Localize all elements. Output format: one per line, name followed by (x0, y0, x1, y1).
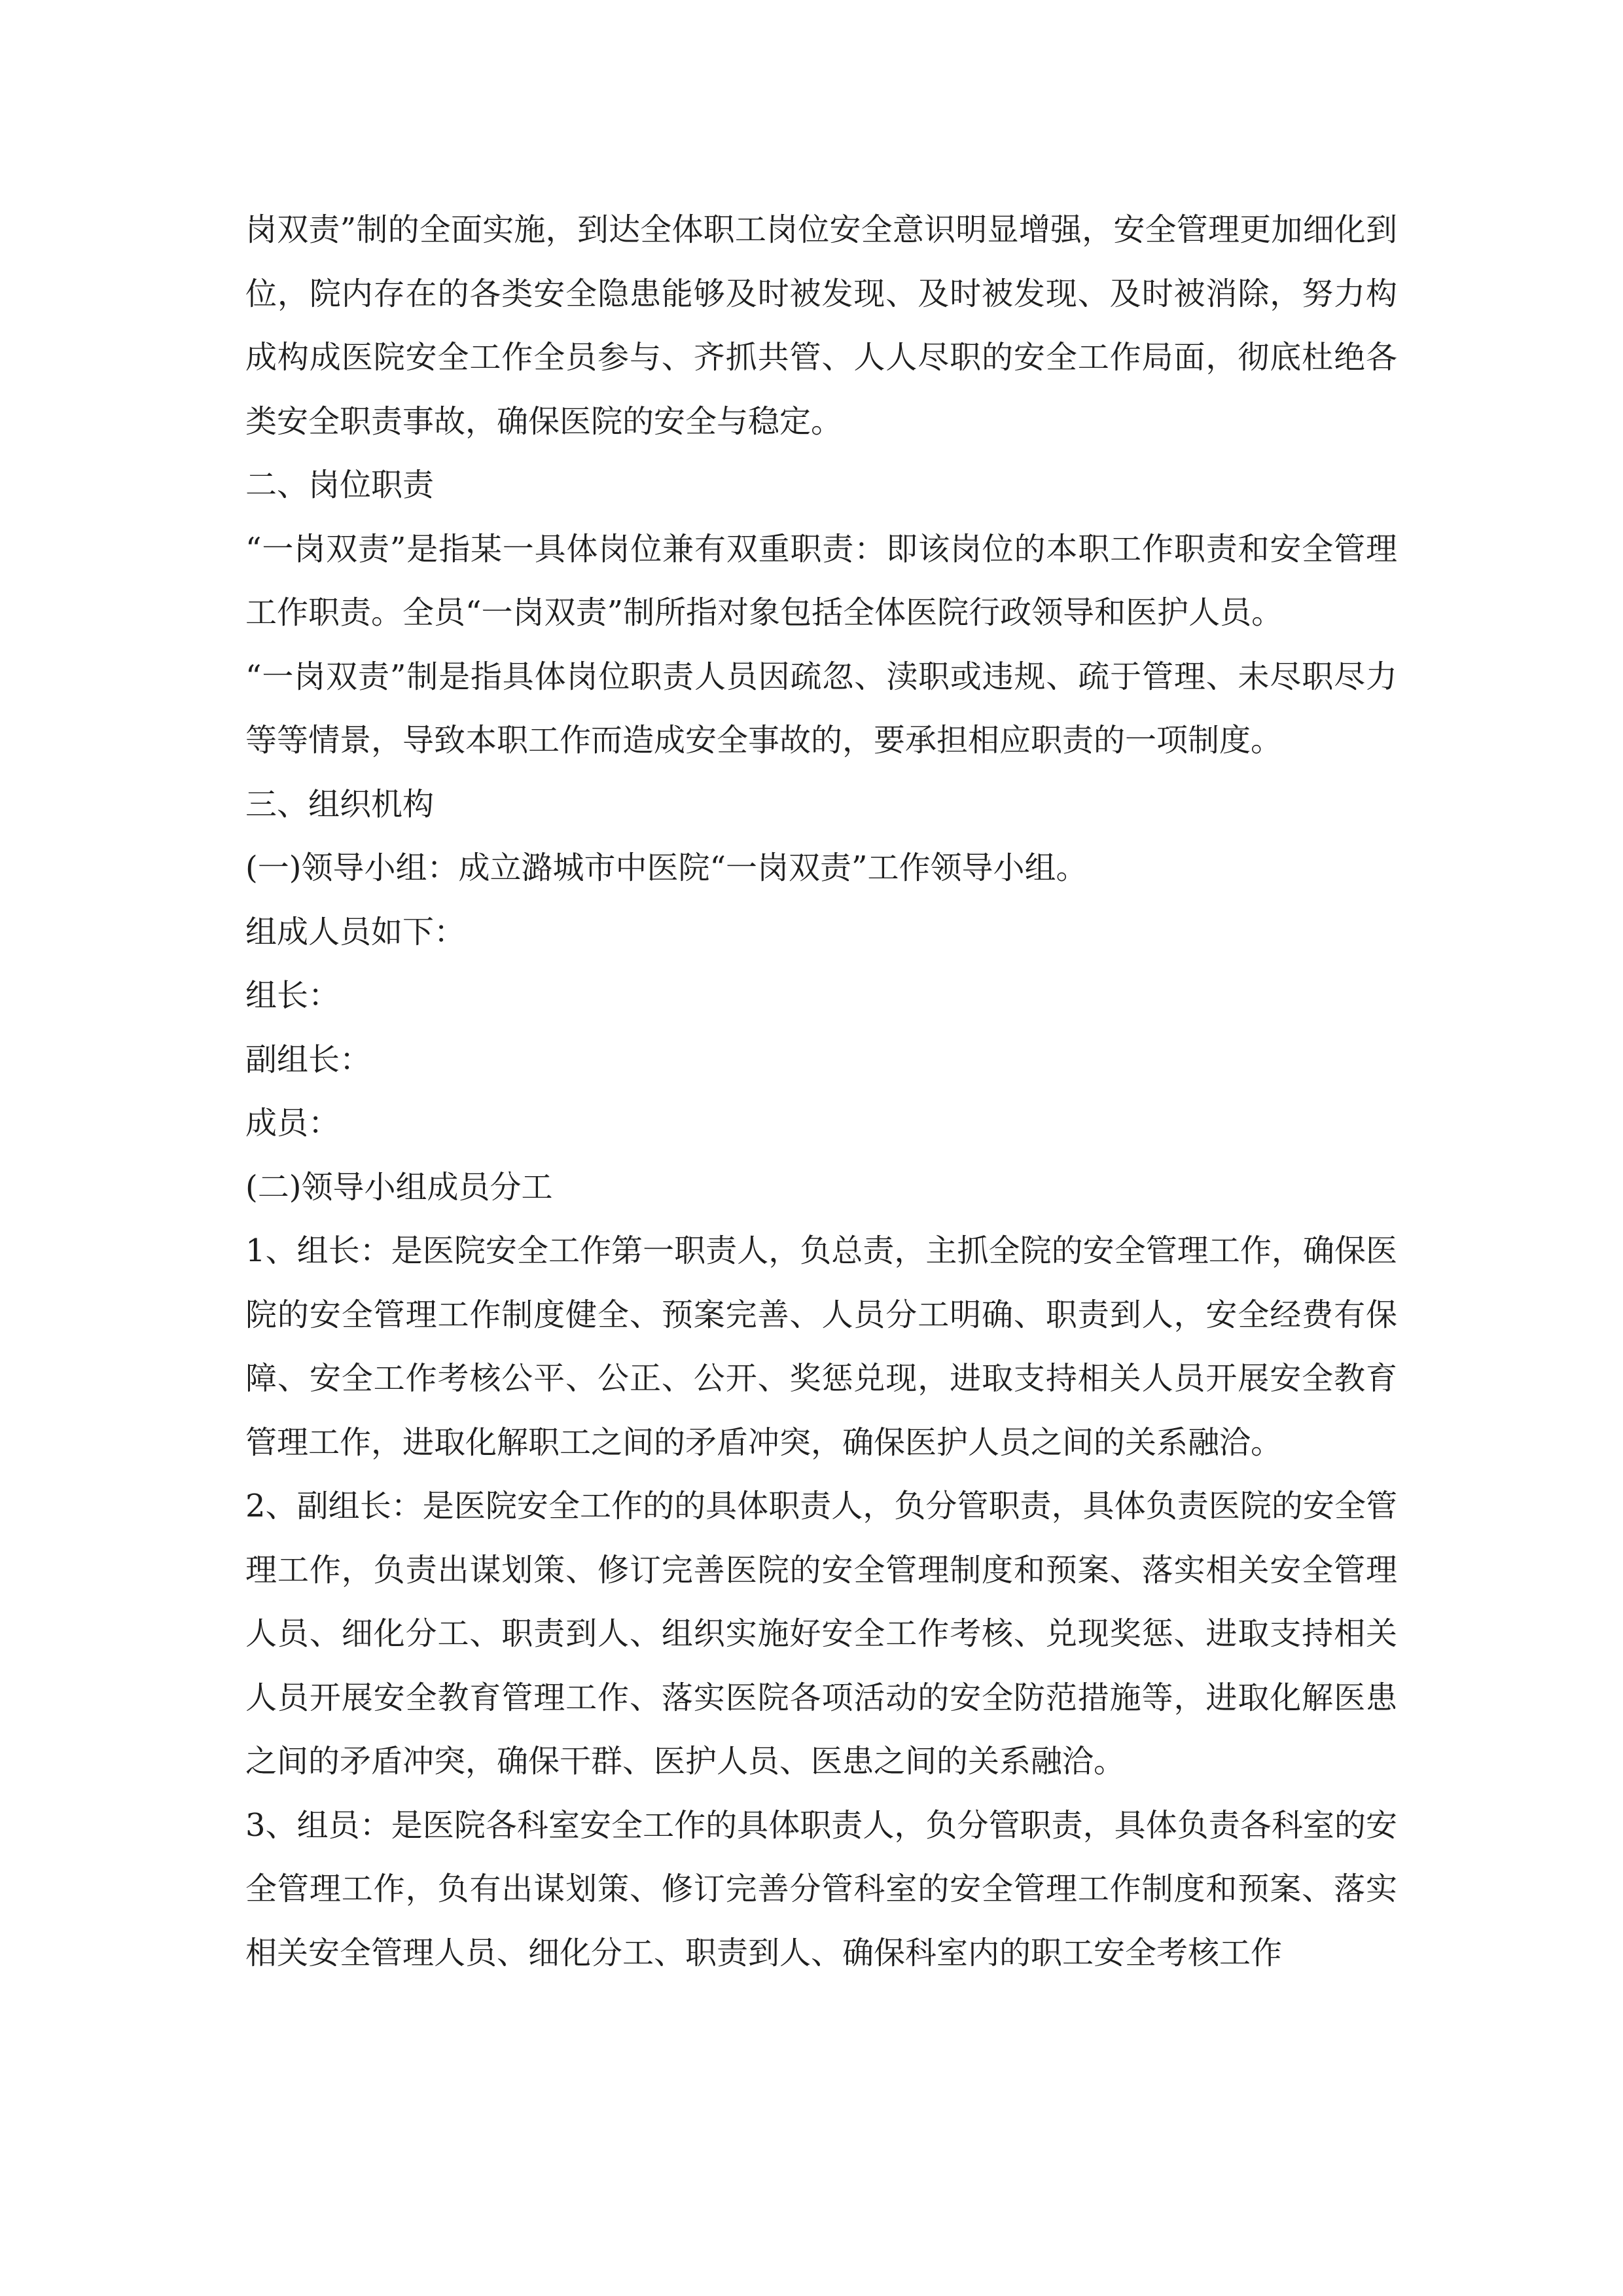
paragraph-item-1-leader: 1、组长：是医院安全工作第一职责人，负总责，主抓全院的安全管理工作，确保医院的安全管理工作制度健全、预案完善、人员分工明确、职责到人，安全经费有保障、安全工作考核公平、公正、公开、奖惩兑现，进取支持相关人员开展安全教育管理工作，进取化解职工之间的矛盾冲突，确保医护人员之间的关系融洽。 (245, 1232, 1397, 1461)
paragraph-item-3-member: 3、组员：是医院各科室安全工作的具体职责人，负分管职责，具体负责各科室的安全管理工作，负有出谋划策、修订完善分管科室的安全管理工作制度和预案、落实相关安全管理人员、细化分工、职责到人、确保科室内的职工安全考核工作 (245, 1806, 1397, 1971)
heading-section-2: 二、岗位职责 (245, 467, 435, 503)
heading-section-3: 三、组织机构 (245, 785, 435, 823)
paragraph-item-2-deputy: 2、副组长：是医院安全工作的的具体职责人，负分管职责，具体负责医院的安全管理工作，负责出谋划策、修订完善医院的安全管理制度和预案、落实相关安全管理人员、细化分工、职责到人、组织实施好安全工作考核、兑现奖惩、进取支持相关人员开展安全教育管理工作、落实医院各项活动的安全防范措施等，进取化解医患之间的矛盾冲突，确保干群、医护人员、医患之间的关系融洽。 (245, 1488, 1397, 1780)
paragraph-members-intro: 组成人员如下： (245, 913, 466, 950)
heading-division-of-labor: (二)领导小组成员分工 (245, 1168, 553, 1206)
paragraph-intro-continuation: 岗双责”制的全面实施，到达全体职工岗位安全意识明显增强，安全管理更加细化到位，院内存在的各类安全隐患能够及时被发现、及时被发现、及时被消除，努力构成构成医院安全工作全员参与、齐抓共管、人人尽职的安全工作局面，彻底杜绝各类安全职责事故，确保医院的安全与稳定。 (245, 211, 1397, 440)
paragraph-system-definition: “一岗双责”制是指具体岗位职责人员因疏忽、渎职或违规、疏于管理、未尽职尽力等等情景，导致本职工作而造成安全事故的，要承担相应职责的一项制度。 (245, 658, 1397, 759)
paragraph-leading-group: (一)领导小组：成立潞城市中医院“一岗双责”工作领导小组。 (245, 850, 1088, 886)
paragraph-members: 成员： (245, 1105, 340, 1141)
paragraph-definition: “一岗双责”是指某一具体岗位兼有双重职责：即该岗位的本职工作职责和安全管理工作职责。全员“一岗双责”制所指对象包括全体医院行政领导和医护人员。 (245, 530, 1397, 631)
paragraph-deputy-leader: 副组长： (245, 1041, 372, 1078)
paragraph-group-leader: 组长： (245, 977, 340, 1014)
document-body (245, 198, 1397, 1985)
